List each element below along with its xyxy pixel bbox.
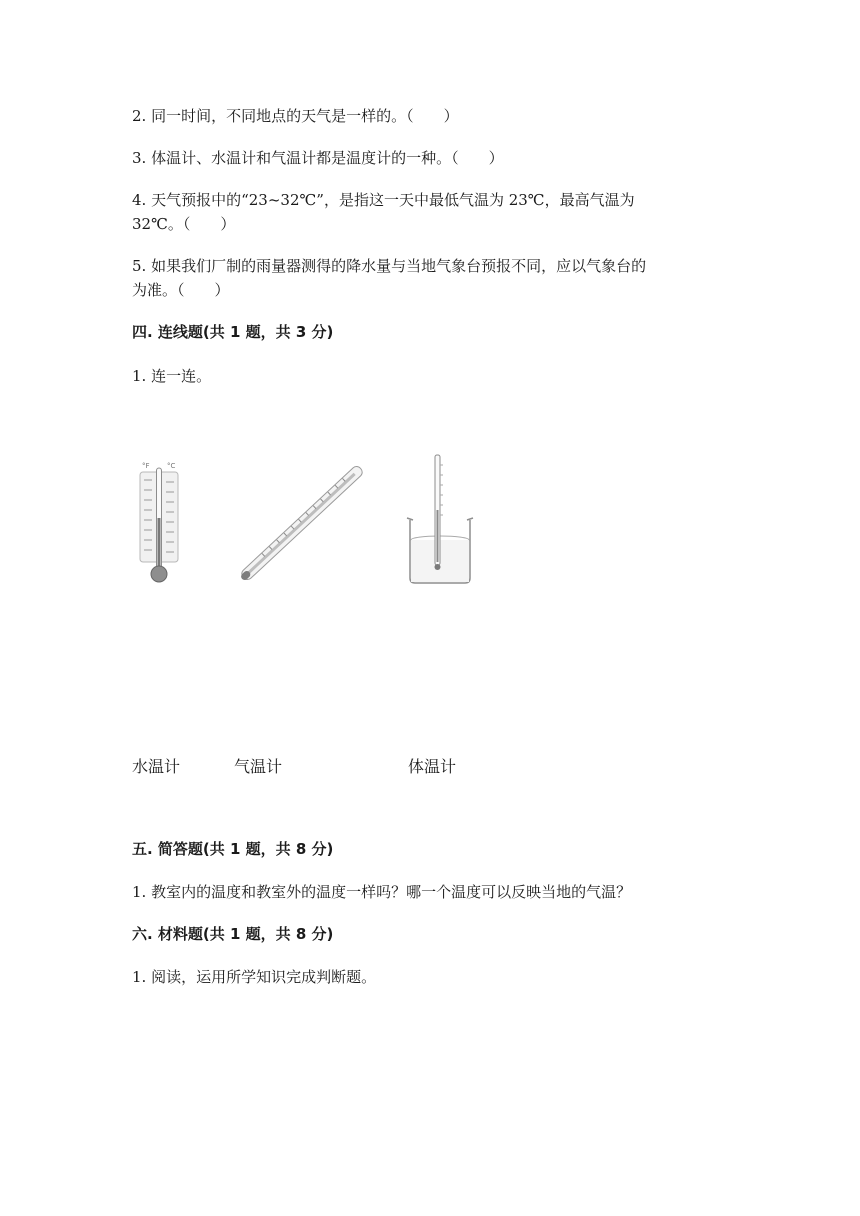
material-question: 1. 阅读，运用所学知识完成判断题。 [132, 968, 377, 986]
matching-heading: 四. 连线题(共 1 题，共 3 分) [132, 323, 334, 341]
body-thermometer-image [236, 458, 368, 588]
material-heading: 六. 材料题(共 1 题，共 8 分) [132, 925, 334, 943]
judgment-q3: 3. 体温计、水温计和气温计都是温度计的一种。（ ） [132, 149, 504, 167]
label-body-thermometer: 体温计 [408, 757, 457, 776]
judgment-q5-line2: 为准。（ ） [132, 281, 230, 299]
matching-question: 1. 连一连。 [132, 367, 212, 385]
short-answer-question: 1. 教室内的温度和教室外的温度一样吗？哪一个温度可以反映当地的气温？ [132, 883, 632, 901]
judgment-q4-line2: 32℃。（ ） [132, 215, 236, 233]
judgment-q4-line1: 4. 天气预报中的“23~32℃”，是指这一天中最低气温为 23℃，最高气温为 [132, 191, 635, 209]
judgment-q2: 2. 同一时间，不同地点的天气是一样的。（ ） [132, 107, 459, 125]
short-answer-heading: 五. 简答题(共 1 题，共 8 分) [132, 840, 334, 858]
svg-text:°C: °C [167, 462, 176, 470]
label-water-thermometer: 水温计 [132, 757, 181, 776]
svg-text:°F: °F [142, 462, 150, 470]
judgment-q5-line1: 5. 如果我们厂制的雨量器测得的降水量与当地气象台预报不同，应以气象台的 [132, 257, 647, 275]
label-air-thermometer: 气温计 [234, 757, 283, 776]
air-thermometer-image [134, 460, 186, 585]
water-thermometer-image [400, 450, 480, 590]
